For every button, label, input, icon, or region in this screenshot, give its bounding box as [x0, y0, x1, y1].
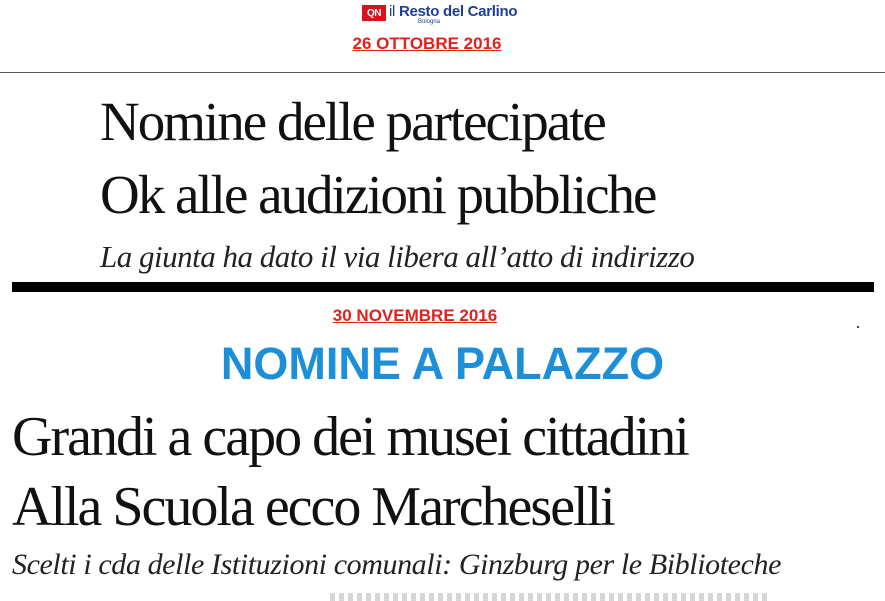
article2-subheadline: Scelti i cda delle Istituzioni comunali: Ginzburg per le Biblioteche [12, 548, 782, 581]
article1-date: 26 OTTOBRE 2016 [352, 34, 502, 53]
article1-subheadline: La giunta ha dato il via libera all’atto di indirizzo [100, 239, 695, 274]
newspaper-name-prefix: il [389, 3, 399, 20]
newspaper-edition-city: Bologna [418, 19, 441, 25]
newspaper-name [389, 3, 517, 21]
qn-badge-icon: QN [362, 5, 386, 21]
article2-headline-line2: Alla Scuola ecco Marcheselli [12, 476, 614, 538]
article2-kicker: NOMINE A PALAZZO [220, 338, 665, 389]
top-divider [0, 72, 885, 73]
article2-date: 30 NOVEMBRE 2016 [332, 306, 498, 325]
article1-headline-line1: Nomine delle partecipate [100, 91, 605, 152]
section-divider [12, 282, 874, 292]
article1-headline-line2: Ok alle audizioni pubbliche [100, 164, 656, 225]
newspaper-name-main: Resto del Carlino [398, 3, 518, 20]
article2-headline-line1: Grandi a capo dei musei cittadini [12, 406, 688, 468]
stray-dot [857, 326, 859, 328]
cropped-text-fragment [330, 593, 770, 601]
newspaper-logo [362, 3, 517, 29]
